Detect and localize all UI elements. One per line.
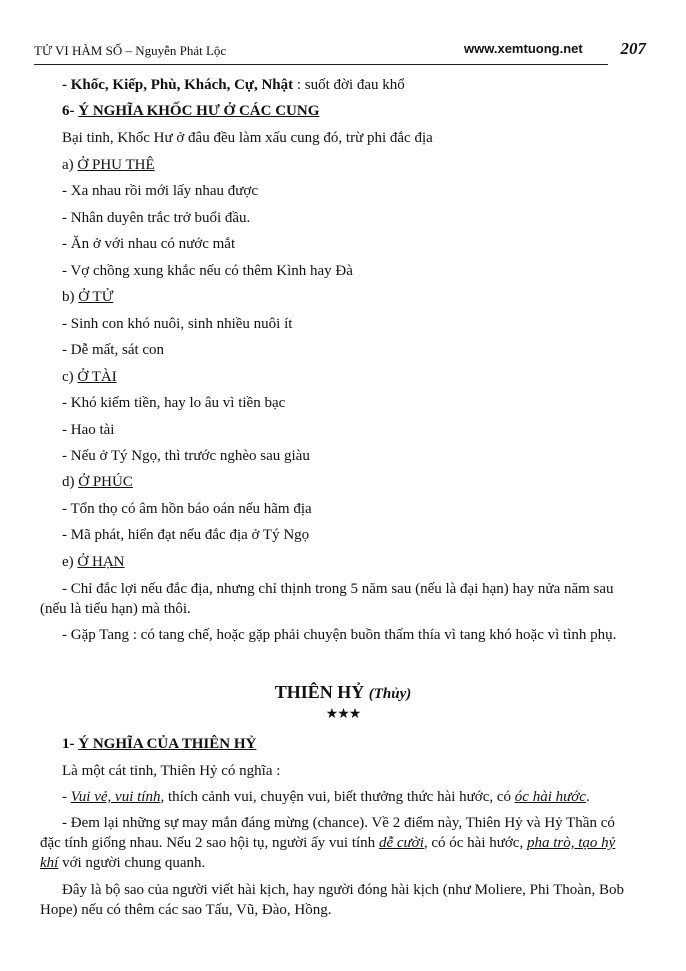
page-number: 207: [620, 39, 646, 58]
list-item-continued: (nếu là tiểu hạn) mà thôi.: [40, 601, 191, 617]
subsection-heading: e) Ở HẠN: [62, 554, 125, 570]
list-item: - Dễ mất, sát con: [62, 342, 165, 358]
list-item: - Ăn ở với nhau có nước mắt: [62, 236, 236, 252]
star-rating: ★★★: [325, 707, 361, 722]
list-item: - Tổn thọ có âm hồn báo oán nếu hãm địa: [62, 501, 312, 517]
paragraph-line: Hope) nếu có thêm các sao Tấu, Vũ, Đào, Hồng.: [40, 902, 332, 918]
website-link[interactable]: www.xemtuong.net: [464, 41, 583, 56]
list-item: - Mã phát, hiển đạt nếu đắc địa ở Tý Ngọ: [62, 527, 310, 543]
list-item: - Hao tài: [62, 422, 115, 438]
list-item: - Nhân duyên trắc trở buổi đầu.: [62, 210, 251, 226]
subsection-heading: b) Ở TỬ: [62, 289, 114, 305]
list-item: - Nếu ở Tý Ngọ, thì trước nghèo sau giàu: [62, 448, 310, 464]
list-item: - Vợ chồng xung khắc nếu có thêm Kình hay Đà: [62, 263, 353, 279]
text-line: - Khốc, Kiếp, Phù, Khách, Cự, Nhật : suốt đời đau khổ: [62, 77, 405, 93]
subsection-heading: a) Ở PHU THÊ: [62, 157, 155, 173]
list-item: - Xa nhau rồi mới lấy nhau được: [62, 183, 259, 199]
paragraph-line: Đây là bộ sao của người viết hài kịch, hay người đóng hài kịch (như Moliere, Phi Thoàn, Bob: [62, 882, 624, 898]
running-header: [34, 40, 646, 66]
list-item-continued: đặc tính giống nhau. Nếu 2 sao hội tụ, người ấy vui tính dễ cười, có óc hài hước, pha trò, tạo hỷ: [40, 835, 616, 851]
list-item-continued: khí với người chung quanh.: [40, 855, 206, 871]
section-heading: 6- Ý NGHĨA KHỐC HƯ Ở CÁC CUNG: [62, 103, 320, 119]
subsection-heading: d) Ở PHÚC: [62, 474, 133, 490]
star-title: THIÊN HỶ (Thủy): [274, 682, 412, 702]
text-line: Là một cát tinh, Thiên Hỷ có nghĩa :: [62, 763, 281, 779]
text-line: Bại tinh, Khốc Hư ở đâu đều làm xấu cung đó, trừ phi đắc địa: [62, 130, 433, 146]
list-item: - Vui vẻ, vui tính, thích cảnh vui, chuyện vui, biết thưởng thức hài hước, có óc hài hước.: [62, 789, 590, 805]
section-heading: 1- Ý NGHĨA CỦA THIÊN HỶ: [62, 736, 257, 752]
list-item: - Đem lại những sự may mắn đáng mừng (chance). Về 2 điểm này, Thiên Hỷ và Hỷ Thần có: [62, 815, 615, 831]
subsection-heading: c) Ở TÀI: [62, 369, 117, 385]
book-title: TỬ VI HÀM SỐ – Nguyễn Phát Lộc: [34, 43, 227, 58]
list-item: - Khó kiếm tiền, hay lo âu vì tiền bạc: [62, 395, 286, 411]
list-item: - Chỉ đắc lợi nếu đắc địa, nhưng chỉ thịnh trong 5 năm sau (nếu là đại hạn) hay nửa năm sau: [62, 581, 614, 597]
list-item: - Gặp Tang : có tang chế, hoặc gặp phải chuyện buồn thấm thía vì tang khó hoặc vì tình phụ.: [62, 627, 617, 643]
header-rule: [34, 64, 608, 65]
list-item: - Sinh con khó nuôi, sinh nhiều nuôi ít: [62, 316, 293, 332]
